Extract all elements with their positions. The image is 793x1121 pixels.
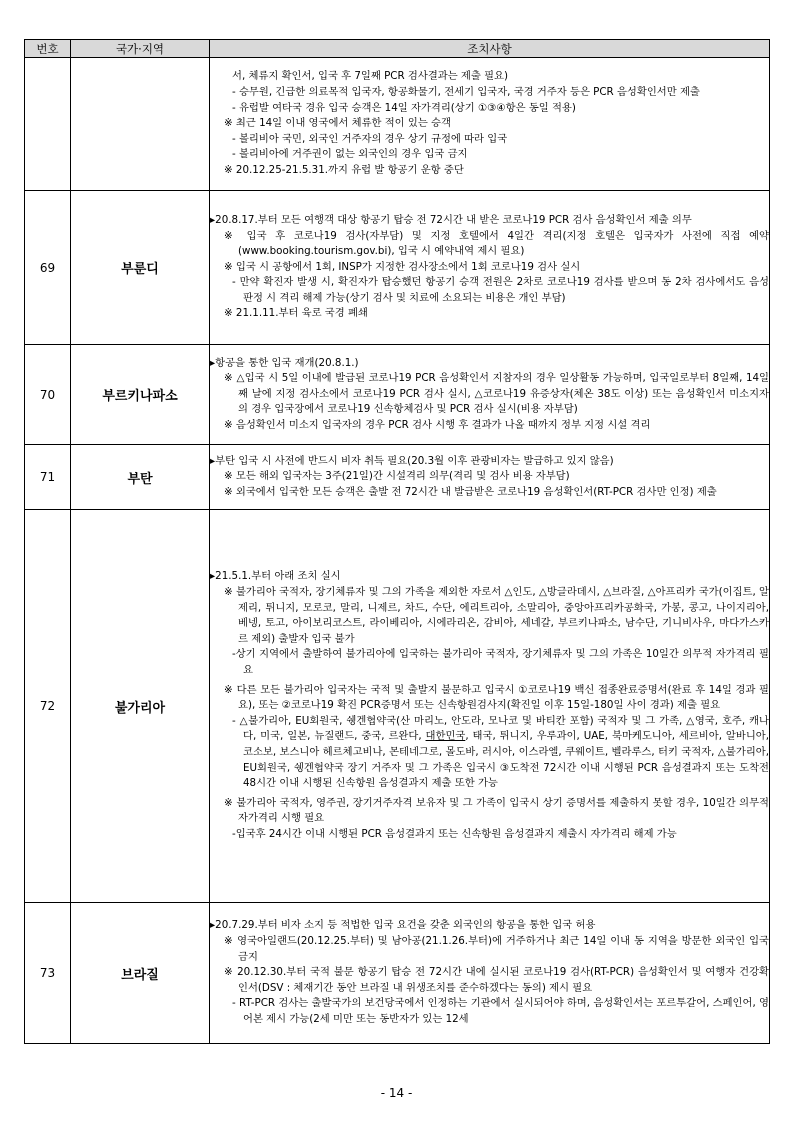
page-number: - 14 - — [380, 1086, 413, 1100]
row-measures-cell — [210, 58, 770, 191]
measure-line: ※ 입국 시 공항에서 1회, INSP가 지정한 검사장소에서 1회 코로나19 검사 실시 — [224, 260, 581, 273]
table-row-continued — [25, 58, 770, 191]
measure-line: ※ 입국 후 코로나19 검사(자부담) 및 지정 호텔에서 4일간 격리(지정 호텔은 입국자가 사전에 직접 예약(www.booking.tourism.gov.bi), 입국 시 예약내역 제시 필요) — [224, 229, 769, 258]
table-row-69 — [25, 191, 770, 345]
table-row-72 — [25, 510, 770, 903]
underlined-country: 대한민국 — [425, 730, 466, 743]
measure-line: ※ 외국에서 입국한 모든 승객은 출발 전 72시간 내 발급받은 코로나19 음성확인서(RT-PCR 검사만 인정) 제출 — [224, 485, 717, 498]
row-measures — [210, 445, 770, 510]
row-number: 70 — [25, 345, 71, 445]
measure-line: - 볼리비아에 거주권이 없는 외국인의 경우 입국 금지 — [232, 148, 468, 161]
row-measures — [210, 191, 770, 345]
measure-line: 서, 체류지 확인서, 입국 후 7일째 PCR 검사결과는 제출 필요) — [232, 70, 509, 83]
table-row-73 — [25, 903, 770, 1044]
measure-line: ▸항공을 통한 입국 재개(20.8.1.) — [210, 356, 359, 369]
row-country: 부룬디 — [71, 191, 210, 345]
measure-line: ※ 음성확인서 미소지 입국자의 경우 PCR 검사 시행 후 결과가 나올 때까지 정부 지정 시설 격리 — [224, 418, 651, 431]
row-measures — [210, 345, 770, 445]
header-number: 번호 — [25, 40, 71, 58]
header-country: 국가·지역 — [71, 40, 210, 58]
measures-table — [24, 39, 770, 1044]
header-measures: 조치사항 — [210, 40, 770, 58]
measure-line: ※ 21.1.11.부터 육로 국경 폐쇄 — [224, 307, 368, 320]
measure-line: ※ 20.12.30.부터 국적 불문 항공기 탑승 전 72시간 내에 실시된 코로나19 검사(RT-PCR) 음성확인서 및 여행자 건강확인서(DSV : 체재기간 동안 브라질 내 위생조치를 준수하겠다는 동의) 제시 필요 — [224, 966, 769, 994]
measure-line: -상기 지역에서 출발하여 불가리아에 입국하는 불가리아 국적자, 장기체류자 및 그의 가족은 10일간 의무적 자가격리 필요 — [232, 648, 769, 677]
row-number: 72 — [25, 510, 71, 903]
table-row-71 — [25, 445, 770, 510]
measure-line: - 볼리비아 국민, 외국인 거주자의 경우 상기 규정에 따라 입국 — [232, 132, 508, 145]
measure-line: ※ 불가리아 국적자, 영주권, 장기거주자격 보유자 및 그 가족이 입국시 상기 증명서를 제출하지 못할 경우, 10일간 의무적 자가격리 시행 필요 — [224, 796, 769, 825]
row-number: 71 — [25, 445, 71, 510]
measure-line: ※ 영국아일랜드(20.12.25.부터) 및 남아공(21.1.26.부터)에 거주하거나 최근 14일 이내 동 지역을 방문한 외국인 입국 금지 — [224, 935, 769, 963]
row-number: 73 — [25, 903, 71, 1044]
measure-line: ※ △입국 시 5일 이내에 발급된 코로나19 PCR 음성확인서 지참자의 경우 일상활동 가능하며, 입국일로부터 8일째, 14일째 날에 지정 검사소에서 코로나19 PCR 검사 실시, △코로나19 유증상자(체온 38도 이상) 또는 음성확인서 미소지자의 경우 입국장에서 코로나19 신속항체검사 및 PCR 검사 실시(비용 자부담) — [224, 372, 769, 416]
row-number-cell — [25, 58, 71, 191]
measure-line: -입국후 24시간 이내 시행된 PCR 음성결과지 또는 신속항원 음성결과지 제출시 자가격리 해제 가능 — [232, 827, 677, 840]
measure-line: ※ 20.12.25-21.5.31.까지 유럽 발 항공기 운항 중단 — [224, 163, 464, 176]
table-row-70 — [25, 345, 770, 445]
row-country: 브라질 — [71, 903, 210, 1044]
row-country: 부탄 — [71, 445, 210, 510]
measure-line: - △불가리아, EU회원국, 쉥겐협약국(산 마리노, 안도라, 모나코 및 바티칸 포함) 국적자 및 그 가족, △영국, 호주, 캐나다, 미국, 일본, 뉴질랜드, 중국, 르완다, 대한민국, 태국, 튀니지, 우루과이, UAE, 북마케도니아, 세르비아, 알바니아, 코소보, 보스니아 헤르체고비나, 몬테네그로, 몰도바, 러시아, 이스라엘, 쿠웨이트, 벨라루스, 터키 국적자, △불가리아, EU회원국, 쉥겐협약국 장기 거주자 및 그 가족은 입국시 ③도착전 72시간 이내 시행된 PCR 음성결과지 또는 도착전 48시간 이내 시행된 신속항원 음성결과지 제출 또한 가능 — [232, 714, 769, 790]
measure-line: ▸21.5.1.부터 아래 조치 실시 — [210, 570, 341, 583]
measure-line: ※ 불가리아 국적자, 장기체류자 및 그의 가족을 제외한 자로서 △인도, △방글라데시, △브라질, △아프리카 국가(이집트, 알제리, 튀니지, 모로코, 말리, 니제르, 차드, 수단, 에리트리아, 소말리아, 중앙아프리카공화국, 가봉, 콩고, 나이지리아, 베넹, 토고, 아이보리코스트, 라이베리아, 시에라리온, 감비아, 세네갈, 부르키나파소, 남수단, 기니비사우, 마다가스카르 제외) 출발자 입국 불가 — [224, 586, 769, 645]
measure-line: ※ 최근 14일 이내 영국에서 체류한 적이 있는 승객 — [224, 117, 451, 130]
measure-line: ▸부탄 입국 시 사전에 반드시 비자 취득 필요(20.3월 이후 관광비자는 발급하고 있지 않음) — [210, 454, 614, 467]
measure-line: ※ 모든 해외 입국자는 3주(21일)간 시설격리 의무(격리 및 검사 비용 자부담) — [224, 470, 570, 483]
measure-line: - 만약 확진자 발생 시, 확진자가 탑승했던 항공기 승객 전원은 2차로 코로나19 검사를 받으며 동 2차 검사에서도 음성 판정 시 격리 해제 가능(상기 검사 및 치료에 소요되는 비용은 개인 부담) — [232, 276, 769, 304]
measure-line: - 승무원, 긴급한 의료목적 입국자, 항공화물기, 전세기 입국자, 국경 거주자 등은 PCR 음성확인서만 제출 — [232, 86, 700, 99]
row-country: 불가리아 — [71, 510, 210, 903]
row-country: 부르키나파소 — [71, 345, 210, 445]
row-country-cell — [71, 58, 210, 191]
row-number: 69 — [25, 191, 71, 345]
measure-line: ※ 다른 모든 불가리아 입국자는 국적 및 출발지 불문하고 입국시 ①코로나19 백신 접종완료증명서(완료 후 14일 경과 필요), 또는 ②코로나19 확진 PCR증명서 또는 신속항원검사지(확진일 이후 15일-180일 사이 경과) 제출 필요 — [224, 683, 769, 712]
row-measures — [210, 510, 770, 903]
measure-line: - 유럽발 여타국 경유 입국 승객은 14일 자가격리(상기 ①③④항은 동일 적용) — [232, 101, 576, 114]
measure-line: - RT-PCR 검사는 출발국가의 보건당국에서 인정하는 기관에서 실시되어야 하며, 음성확인서는 포르투갈어, 스페인어, 영어본 제시 가능(2세 미만 또는 동반자가 있는 12세 — [232, 997, 769, 1025]
row-measures — [210, 903, 770, 1044]
measure-line: ▸20.8.17.부터 모든 여행객 대상 항공기 탑승 전 72시간 내 받은 코로나19 PCR 검사 음성확인서 제출 의무 — [210, 213, 692, 226]
table-header-row — [25, 40, 770, 58]
measure-line: ▸20.7.29.부터 비자 소지 등 적법한 입국 요건을 갖춘 외국인의 항공을 통한 입국 허용 — [210, 919, 596, 932]
